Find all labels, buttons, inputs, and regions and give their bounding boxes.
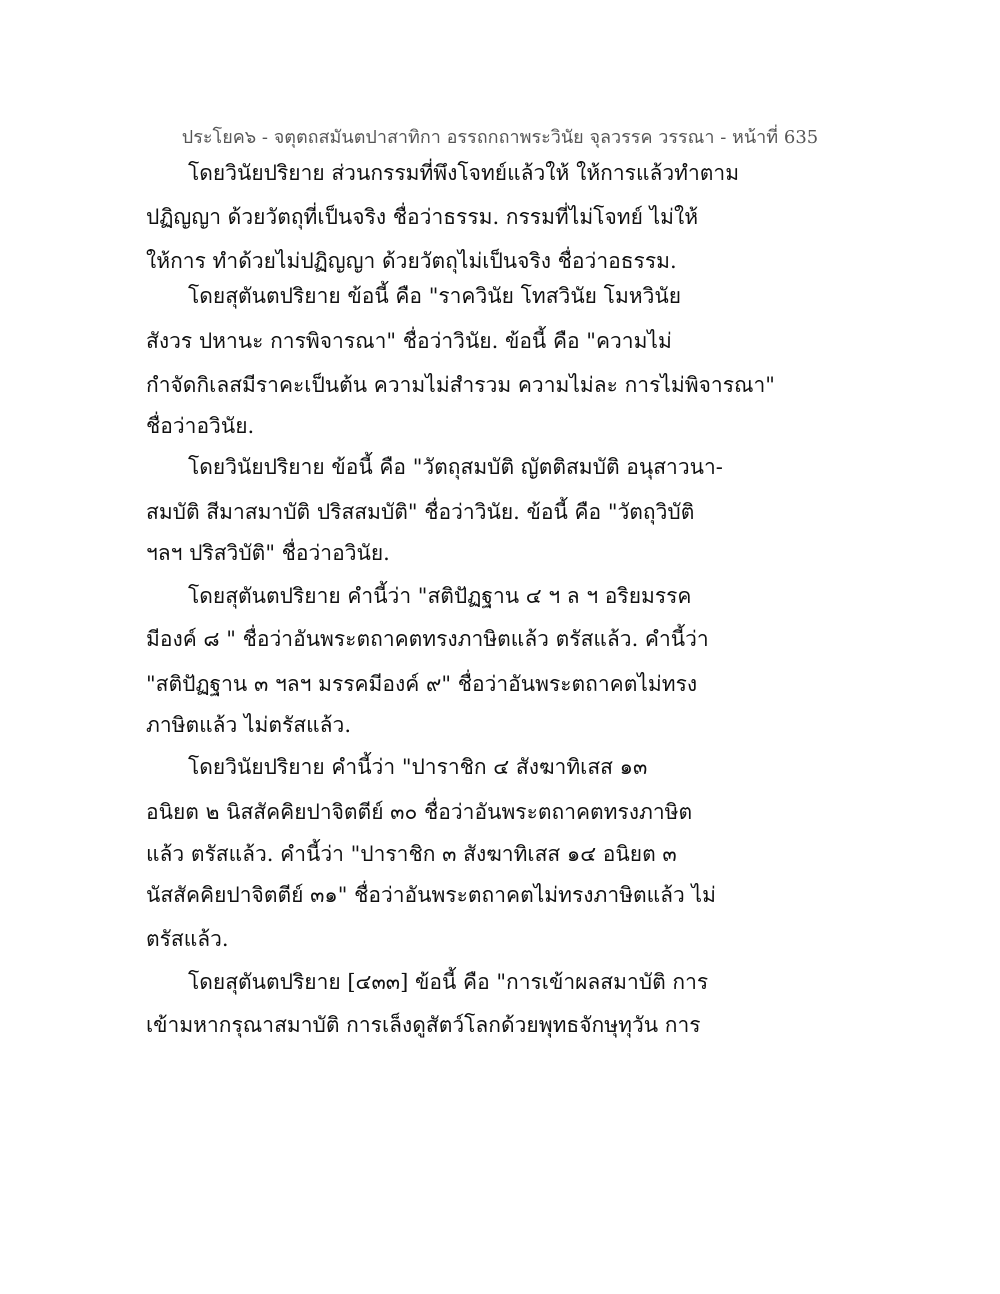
text-line: "สติปัฏฐาน ๓ ฯลฯ มรรคมีองค์ ๙" ชื่อว่าอันพระตถาคตไม่ทรง — [146, 672, 698, 696]
paragraph-first-line: โดยสุตันตปริยาย คำนี้ว่า "สติปัฏฐาน ๔ ฯ ล ฯ อริยมรรค — [188, 584, 692, 608]
text-line: อนิยต ๒ นิสสัคคิยปาจิตตีย์ ๓๐ ชื่อว่าอันพระตถาคตทรงภาษิต — [146, 800, 693, 824]
text-line: กำจัดกิเลสมีราคะเป็นต้น ความไม่สำรวม ความไม่ละ การไม่พิจารณา" — [146, 373, 775, 397]
text-line: สังวร ปหานะ การพิจารณา" ชื่อว่าวินัย. ข้อนี้ คือ "ความไม่ — [146, 329, 672, 353]
paragraph-first-line: โดยสุตันตปริยาย ข้อนี้ คือ "ราควินัย โทสวินัย โมหวินัย — [188, 284, 682, 308]
text-line: ปฏิญญา ด้วยวัตถุที่เป็นจริง ชื่อว่าธรรม. กรรมที่ไม่โจทย์ ไม่ให้ — [146, 205, 699, 229]
text-line: ภาษิตแล้ว ไม่ตรัสแล้ว. — [146, 713, 351, 737]
running-header: ประโยค๖ - จตุตถสมันตปาสาทิกา อรรถกถาพระวินัย จุลวรรค วรรณา - หน้าที่ 635 — [181, 127, 819, 148]
text-line: แล้ว ตรัสแล้ว. คำนี้ว่า "ปาราชิก ๓ สังฆาทิเสส ๑๔ อนิยต ๓ — [146, 842, 677, 866]
text-line: ชื่อว่าอวินัย. — [146, 414, 255, 438]
text-line: ฯลฯ ปริสวิบัติ" ชื่อว่าอวินัย. — [146, 541, 390, 565]
text-line: มีองค์ ๘ " ชื่อว่าอันพระตถาคตทรงภาษิตแล้ว ตรัสแล้ว. คำนี้ว่า — [146, 627, 709, 651]
paragraph-first-line: โดยวินัยปริยาย ส่วนกรรมที่พึงโจทย์แล้วให้ ให้การแล้วทำตาม — [188, 161, 740, 185]
text-line: เข้ามหากรุณาสมาบัติ การเล็งดูสัตว์โลกด้วยพุทธจักษุทุวัน การ — [146, 1013, 701, 1037]
text-line: ให้การ ทำด้วยไม่ปฏิญญา ด้วยวัตถุไม่เป็นจริง ชื่อว่าอธรรม. — [146, 249, 677, 273]
text-line: สมบัติ สีมาสมาบัติ ปริสสมบัติ" ชื่อว่าวินัย. ข้อนี้ คือ "วัตถุวิบัติ — [146, 500, 695, 524]
paragraph-first-line: โดยวินัยปริยาย คำนี้ว่า "ปาราชิก ๔ สังฆาทิเสส ๑๓ — [188, 755, 648, 779]
paragraph-first-line: โดยสุตันตปริยาย [๔๓๓] ข้อนี้ คือ "การเข้าผลสมาบัติ การ — [188, 970, 709, 994]
text-line: ตรัสแล้ว. — [146, 927, 229, 951]
paragraph-first-line: โดยวินัยปริยาย ข้อนี้ คือ "วัตถุสมบัติ ญัตติสมบัติ อนุสาวนา- — [188, 455, 723, 479]
text-line: นัสสัคคิยปาจิตตีย์ ๓๑" ชื่อว่าอันพระตถาคตไม่ทรงภาษิตแล้ว ไม่ — [146, 883, 716, 907]
